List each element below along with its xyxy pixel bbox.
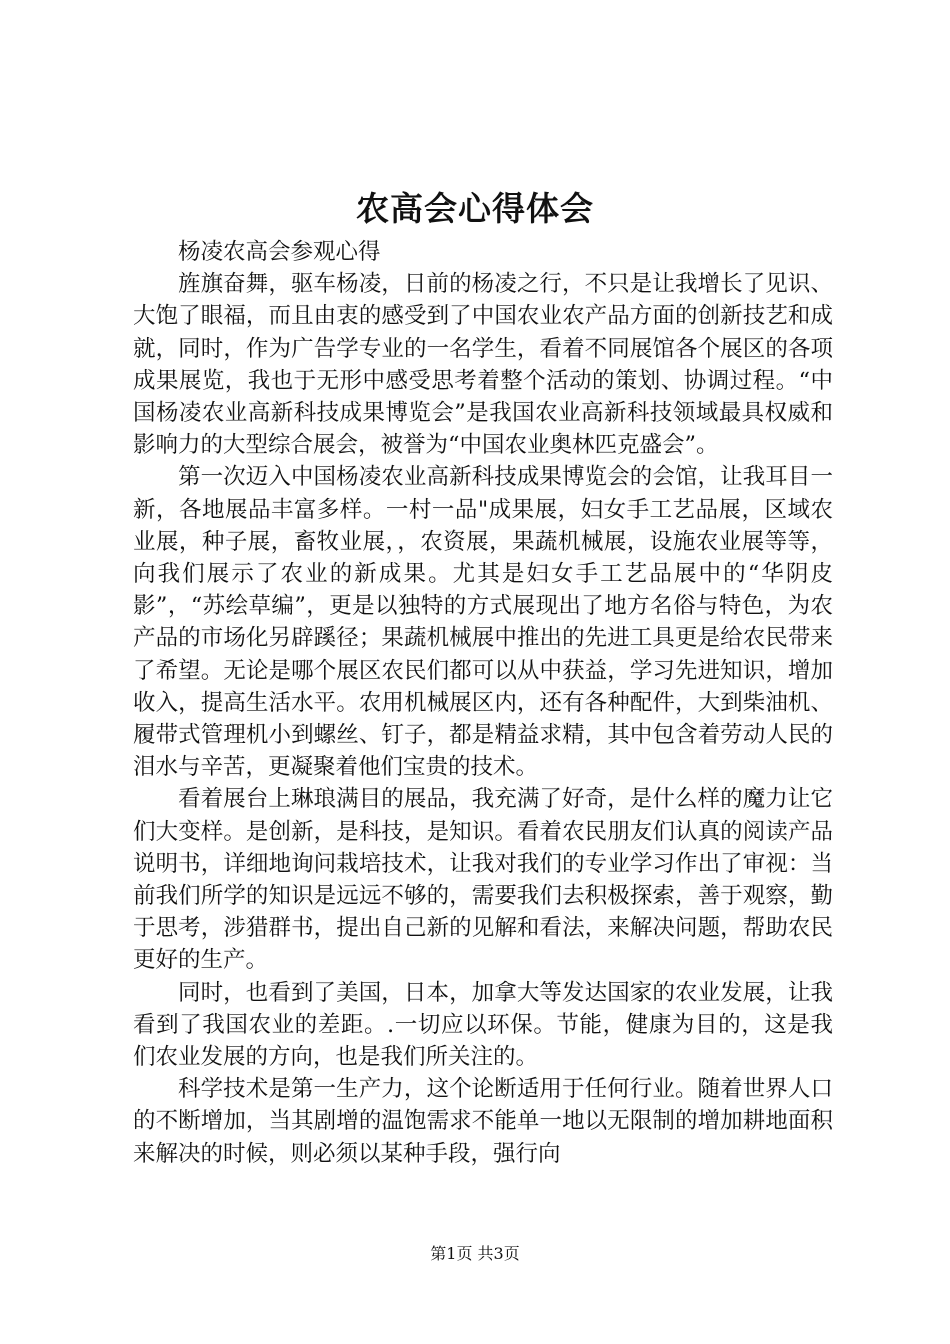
page-number-footer: 第1页 共3页	[430, 1244, 520, 1263]
paragraph: 第一次迈入中国杨凌农业高新科技成果博览会的会馆，让我耳目一新，各地展品丰富多样。一村一品"成果展，妇女手工艺品展，区域农业展，种子展，畜牧业展，，农资展，果蔬机械展，设施农业展等等，向我们展示了农业的新成果。尤其是妇女手工艺品展中的“华阴皮影”，“苏绘草编”，更是以独特的方式展现出了地方名俗与特色，为农产品的市场化另辟蹊径；果蔬机械展中推出的先进工具更是给农民带来了希望。无论是哪个展区农民们都可以从中获益，学习先进知识，增加收入，提高生活水平。农用机械展区内，还有各种配件，大到柴油机、履带式管理机小到螺丝、钉子，都是精益求精，其中包含着劳动人民的泪水与辛苦，更凝聚着他们宝贵的技术。	[133, 464, 833, 781]
paragraph: 科学技术是第一生产力，这个论断适用于任何行业。随着世界人口的不断增加，当其剧增的温饱需求不能单一地以无限制的增加耕地面积来解决的时候，则必须以某种手段，强行向	[133, 1076, 833, 1167]
paragraph: 看着展台上琳琅满目的展品，我充满了好奇，是什么样的魔力让它们大变样。是创新，是科技，是知识。看着农民朋友们认真的阅读产品说明书，详细地询问栽培技术，让我对我们的专业学习作出了审视：当前我们所学的知识是远远不够的，需要我们去积极探索，善于观察，勤于思考，涉猎群书，提出自己新的见解和看法，来解决问题，帮助农民更好的生产。	[133, 786, 833, 974]
paragraph: 同时，也看到了美国，日本，加拿大等发达国家的农业发展，让我看到了我国农业的差距。.一切应以环保。节能，健康为目的，这是我们农业发展的方向，也是我们所关注的。	[133, 979, 833, 1071]
document-body	[133, 236, 833, 1170]
document-subtitle: 杨凌农高会参观心得	[178, 239, 381, 265]
document-title: 农高会心得体会	[356, 189, 594, 228]
paragraph: 旌旗奋舞，驱车杨凌，日前的杨凌之行，不只是让我增长了见识、大饱了眼福，而且由衷的感受到了中国农业农产品方面的创新技艺和成就，同时，作为广告学专业的一名学生，看着不同展馆各个展区的各项成果展览，我也于无形中感受思考着整个活动的策划、协调过程。“中国杨凌农业高新科技成果博览会”是我国农业高新科技领域最具权威和影响力的大型综合展会，被誉为“中国农业奥林匹克盛会”。	[133, 271, 833, 459]
